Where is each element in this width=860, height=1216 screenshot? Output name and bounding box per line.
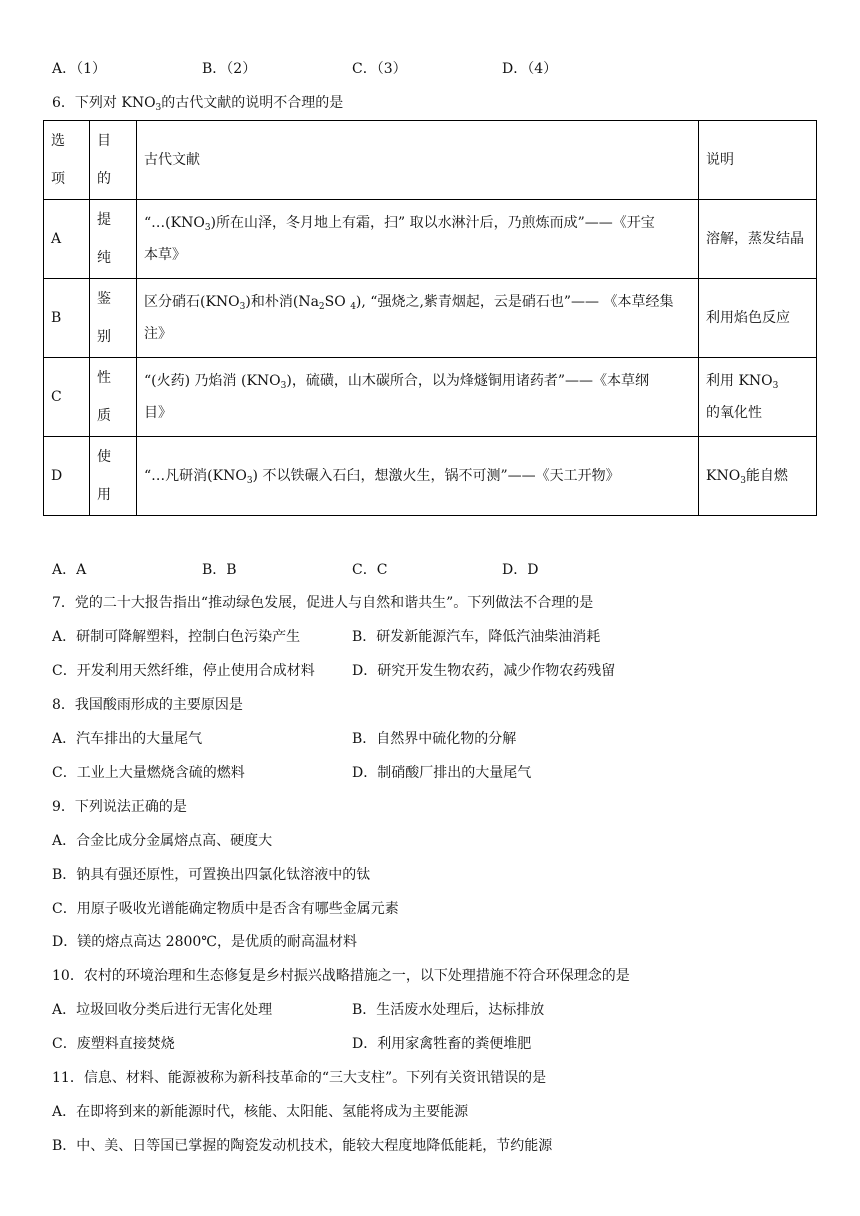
row-purpose-1: 性 <box>97 370 111 386</box>
lit-sub: 3 <box>204 223 211 233</box>
row-label: C <box>44 358 90 437</box>
q8-option-b: B．自然界中硫化物的分解 <box>352 731 517 747</box>
q9-option-b: B．钠具有强还原性，可置换出四氯化钛溶液中的钛 <box>52 867 371 883</box>
row-purpose-2: 别 <box>97 329 111 345</box>
note-text: 利用 KNO <box>706 373 773 389</box>
q6-stem-text: 6．下列对 KNO <box>52 95 156 111</box>
lit-sub: 3 <box>280 381 287 391</box>
header-purpose <box>90 121 137 200</box>
q8-option-c: C．工业上大量燃烧含硫的燃料 <box>52 765 245 781</box>
q10-option-c: C．废塑料直接焚烧 <box>52 1036 175 1052</box>
q7-stem: 7．党的二十大报告指出“推动绿色发展，促进人与自然和谐共生”。下列做法不合理的是 <box>52 595 594 611</box>
q6-option-c: C．C <box>352 562 388 578</box>
q11-stem: 11．信息、材料、能源被称为新科技革命的“三大支柱”。下列有关资讯错误的是 <box>52 1070 547 1086</box>
row-purpose-2: 用 <box>97 487 111 503</box>
q6-option-a: A．A <box>52 562 87 578</box>
row-purpose-1: 提 <box>97 212 111 228</box>
lit-text: 注》 <box>144 326 172 342</box>
row-purpose <box>90 358 137 437</box>
lit-sub: 2 <box>318 302 325 312</box>
lit-text: )所在山泽，冬月地上有霜，扫” 取以水淋汁后，乃煎炼而成”——《开宝 <box>210 215 655 231</box>
table-row <box>44 279 817 358</box>
q10-option-b: B．生活废水处理后，达标排放 <box>352 1002 545 1018</box>
note-text: 能自燃 <box>745 468 788 484</box>
note-text: KNO <box>706 468 741 484</box>
lit-text: “…(KNO <box>144 215 205 231</box>
q5-option-d: D．（4） <box>502 61 558 77</box>
lit-text: ), “强烧之,紫青烟起，云是硝石也”—— 《本草经集 <box>355 294 674 310</box>
row-purpose-1: 鉴 <box>97 291 111 307</box>
row-literature <box>137 437 699 516</box>
q7-option-c: C．开发利用天然纤维，停止使用合成材料 <box>52 663 315 679</box>
lit-text: 区分硝石(KNO <box>144 294 240 310</box>
header-option-2: 项 <box>51 171 65 187</box>
note-sub: 3 <box>740 476 746 486</box>
lit-text: )和朴消(Na <box>245 294 319 310</box>
q6-stem <box>52 93 343 113</box>
q5-option-b: B．（2） <box>202 61 257 77</box>
q10-option-d: D．利用家禽牲畜的粪便堆肥 <box>352 1036 532 1052</box>
row-purpose-2: 纯 <box>97 250 111 266</box>
lit-text: “…凡研消(KNO <box>144 468 247 484</box>
row-purpose-1: 使 <box>97 449 111 465</box>
header-note: 说明 <box>699 121 817 200</box>
q9-option-a: A．合金比成分金属熔点高、硬度大 <box>52 833 273 849</box>
row-purpose <box>90 437 137 516</box>
lit-sub: 4 <box>350 302 356 312</box>
lit-sub: 3 <box>239 302 246 312</box>
lit-sub: 3 <box>246 476 253 486</box>
q6-stem-text-end: 的古代文献的说明不合理的是 <box>161 95 344 111</box>
q11-option-b: B．中、美、日等国已掌握的陶瓷发动机技术，能较大程度地降低能耗，节约能源 <box>52 1138 553 1154</box>
lit-text: )，硫磺，山木碳所合，以为烽燧铜用诸药者”——《本草纲 <box>286 373 649 389</box>
table-row <box>44 200 817 279</box>
lit-text: 目》 <box>144 405 172 421</box>
lit-text: 本草》 <box>144 247 186 263</box>
row-label: A <box>44 200 90 279</box>
lit-text: “(火药) 乃焰消 (KNO <box>144 373 281 389</box>
header-option-1: 选 <box>51 133 65 149</box>
note-sub: 3 <box>772 381 779 391</box>
note-text: 的氧化性 <box>706 405 762 421</box>
row-note <box>699 358 817 437</box>
q8-stem: 8．我国酸雨形成的主要原因是 <box>52 697 243 713</box>
q7-option-b: B．研发新能源汽车，降低汽油柴油消耗 <box>352 629 601 645</box>
q6-option-d: D．D <box>502 562 539 578</box>
row-note: 利用焰色反应 <box>699 279 817 358</box>
header-purpose-2: 的 <box>97 171 111 187</box>
q7-option-a: A．研制可降解塑料，控制白色污染产生 <box>52 629 301 645</box>
table-header-row <box>44 121 817 200</box>
header-literature: 古代文献 <box>137 121 699 200</box>
lit-text: SO <box>324 294 351 310</box>
q5-option-a: A．（1） <box>52 61 107 77</box>
table-row <box>44 358 817 437</box>
row-purpose <box>90 279 137 358</box>
q5-option-c: C．（3） <box>352 61 407 77</box>
row-literature <box>137 279 699 358</box>
q10-option-a: A．垃圾回收分类后进行无害化处理 <box>52 1002 273 1018</box>
q6-option-b: B．B <box>202 562 237 578</box>
q9-option-d: D．镁的熔点高达 2800℃，是优质的耐高温材料 <box>52 934 357 950</box>
lit-text: ) 不以铁碾入石臼，想激火生，锅不可测”——《天工开物》 <box>252 468 620 484</box>
row-literature <box>137 358 699 437</box>
row-purpose-2: 质 <box>97 408 111 424</box>
row-label: B <box>44 279 90 358</box>
q6-stem-sub: 3 <box>155 103 162 113</box>
table-row <box>44 437 817 516</box>
q8-option-a: A．汽车排出的大量尾气 <box>52 731 203 747</box>
row-label: D <box>44 437 90 516</box>
q11-option-a: A．在即将到来的新能源时代，核能、太阳能、氢能将成为主要能源 <box>52 1104 469 1120</box>
q7-option-d: D．研究开发生物农药，减少作物农药残留 <box>352 663 616 679</box>
row-literature <box>137 200 699 279</box>
q8-option-d: D．制硝酸厂排出的大量尾气 <box>352 765 532 781</box>
header-purpose-1: 目 <box>97 133 111 149</box>
q9-option-c: C．用原子吸收光谱能确定物质中是否含有哪些金属元素 <box>52 901 399 917</box>
q9-stem: 9．下列说法正确的是 <box>52 799 187 815</box>
header-option <box>44 121 90 200</box>
q10-stem: 10．农村的环境治理和生态修复是乡村振兴战略措施之一，以下处理措施不符合环保理念的是 <box>52 968 630 984</box>
row-note <box>699 437 817 516</box>
row-purpose <box>90 200 137 279</box>
row-note: 溶解，蒸发结晶 <box>699 200 817 279</box>
q6-table <box>43 120 817 516</box>
